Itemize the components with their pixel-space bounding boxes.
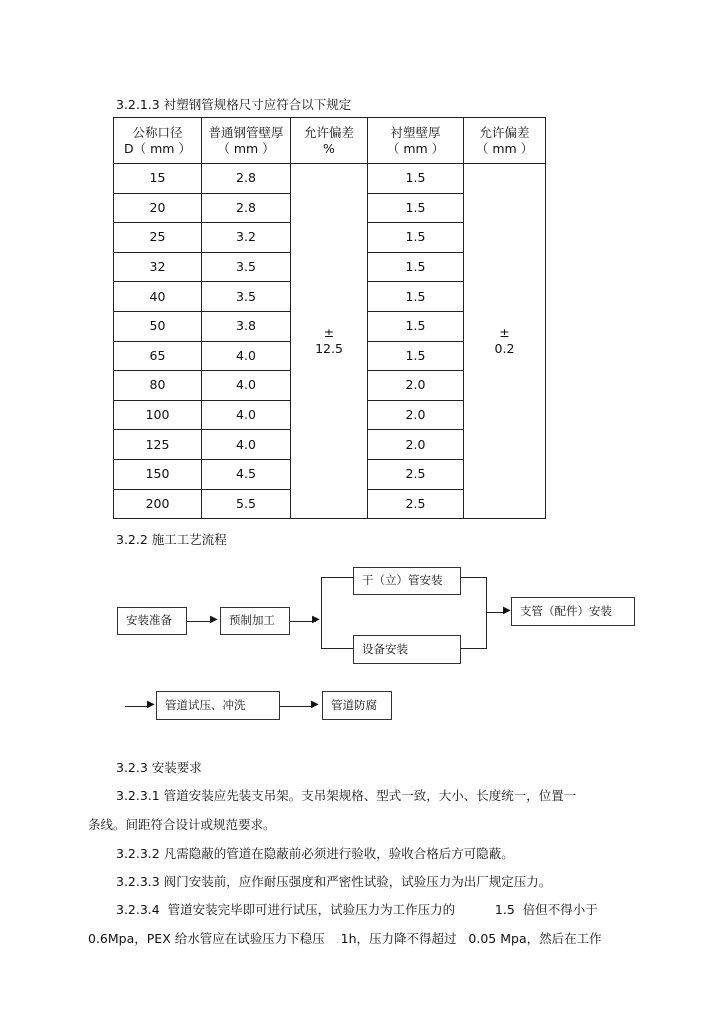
flow-branch-top <box>321 577 353 578</box>
cell-steel-wall: 4.0 <box>202 400 291 430</box>
cell-lining-wall: 2.5 <box>368 459 464 489</box>
header-text: 普通钢管壁厚 <box>208 124 284 140</box>
paragraph-3-2-3-4-line2: 0.6Mpa，PEX 给水管应在试验压力下稳压 1h，压力降不得超过 0.05 Mpa，然后在工作 <box>88 931 602 946</box>
header-unit: （ mm ） <box>386 140 445 156</box>
flow-branch-bottom <box>321 648 353 649</box>
cell-nominal-diameter: 80 <box>114 371 202 401</box>
flow-step-label: 管道防腐 <box>331 697 377 712</box>
header-lining-wall <box>368 118 464 164</box>
flow-step-label: 设备安装 <box>362 641 408 656</box>
cell-steel-wall: 3.5 <box>202 282 291 312</box>
flow-step-pressure-test <box>156 691 280 720</box>
header-steel-tolerance <box>291 118 368 164</box>
paragraph-3-2-3-1-line2: 条线。间距符合设计或规范要求。 <box>88 817 276 832</box>
cell-lining-wall: 2.5 <box>368 489 464 519</box>
cell-lining-tolerance <box>464 164 546 519</box>
cell-lining-wall: 1.5 <box>368 341 464 371</box>
header-steel-wall <box>202 118 291 164</box>
cell-lining-wall: 1.5 <box>368 193 464 223</box>
cell-steel-wall: 3.8 <box>202 311 291 341</box>
flow-branch-vertical <box>321 577 322 649</box>
header-unit: （ mm ） <box>217 140 275 156</box>
arrow-head-icon: ▶ <box>311 699 319 710</box>
header-unit: D（ mm ） <box>124 140 191 156</box>
paragraph-3-2-3-1-line1: 3.2.3.1 管道安装应先装支吊架。支吊架规格、型式一致，大小、长度统一，位置一 <box>116 788 577 803</box>
header-nominal-diameter <box>114 118 202 164</box>
flow-arrow-line <box>280 706 314 707</box>
flow-merge-bottom <box>461 648 487 649</box>
cell-lining-wall: 1.5 <box>368 164 464 194</box>
arrow-head-icon: ▶ <box>210 614 218 625</box>
header-text: 允许偏差 <box>303 124 354 140</box>
header-text: 允许偏差 <box>479 124 530 140</box>
cell-nominal-diameter: 150 <box>114 459 202 489</box>
section-3-2-1-3-title: 3.2.1.3 衬塑钢管规格尺寸应符合以下规定 <box>116 97 352 112</box>
cell-steel-wall: 4.0 <box>202 430 291 460</box>
flow-step-prep <box>117 607 187 635</box>
header-text: 衬塑壁厚 <box>390 124 441 140</box>
header-unit: （ mm ） <box>475 140 534 156</box>
tolerance-value: 12.5 <box>315 341 343 357</box>
header-text: 公称口径 <box>132 124 183 140</box>
paragraph-3-2-3-4-line1: 3.2.3.4 管道安装完毕即可进行试压，试验压力为工作压力的 1.5 倍但不得小于 <box>116 902 598 917</box>
section-3-2-2-title: 3.2.2 施工工艺流程 <box>116 532 227 547</box>
cell-nominal-diameter: 65 <box>114 341 202 371</box>
cell-nominal-diameter: 50 <box>114 311 202 341</box>
arrow-head-icon: ▶ <box>147 699 155 710</box>
cell-lining-wall: 2.0 <box>368 430 464 460</box>
paragraph-3-2-3-3: 3.2.3.3 阀门安装前，应作耐压强度和严密性试验，试验压力为出厂规定压力。 <box>116 874 552 889</box>
cell-steel-tolerance <box>291 164 368 519</box>
cell-nominal-diameter: 32 <box>114 252 202 282</box>
cell-steel-wall: 3.5 <box>202 252 291 282</box>
flow-step-prefab <box>220 607 290 635</box>
flow-step-branch <box>511 597 635 626</box>
flow-step-label: 支管（配件）安装 <box>520 603 612 618</box>
header-unit: % <box>323 140 335 156</box>
cell-nominal-diameter: 40 <box>114 282 202 312</box>
tolerance-value: 0.2 <box>494 341 515 357</box>
cell-steel-wall: 4.5 <box>202 459 291 489</box>
header-lining-tolerance <box>464 118 546 164</box>
table-row <box>114 164 546 194</box>
flow-step-riser <box>353 567 461 595</box>
cell-steel-wall: 3.2 <box>202 223 291 253</box>
cell-lining-wall: 1.5 <box>368 311 464 341</box>
flow-arrow-line <box>125 706 149 707</box>
cell-nominal-diameter: 25 <box>114 223 202 253</box>
cell-steel-wall: 2.8 <box>202 164 291 194</box>
cell-nominal-diameter: 100 <box>114 400 202 430</box>
flow-merge-vertical <box>486 577 487 649</box>
flow-step-label: 管道试压、冲洗 <box>165 697 246 712</box>
cell-nominal-diameter: 200 <box>114 489 202 519</box>
flow-step-label: 干（立）管安装 <box>362 573 443 588</box>
cell-steel-wall: 5.5 <box>202 489 291 519</box>
tolerance-sign: ± <box>499 325 510 341</box>
cell-nominal-diameter: 15 <box>114 164 202 194</box>
cell-lining-wall: 2.0 <box>368 400 464 430</box>
cell-steel-wall: 4.0 <box>202 371 291 401</box>
cell-lining-wall: 1.5 <box>368 252 464 282</box>
section-3-2-3-title: 3.2.3 安装要求 <box>116 760 202 775</box>
cell-lining-wall: 1.5 <box>368 282 464 312</box>
cell-steel-wall: 4.0 <box>202 341 291 371</box>
table-header-row <box>114 118 546 164</box>
pipe-spec-table <box>113 117 546 519</box>
flow-step-anticorrosion <box>322 691 392 720</box>
cell-nominal-diameter: 20 <box>114 193 202 223</box>
flow-step-equipment <box>353 635 461 664</box>
paragraph-3-2-3-2: 3.2.3.2 凡需隐蔽的管道在隐蔽前必须进行验收，验收合格后方可隐蔽。 <box>116 846 514 861</box>
flow-step-label: 安装准备 <box>126 613 172 628</box>
arrow-head-icon: ▶ <box>312 614 320 625</box>
flow-step-label: 预制加工 <box>229 613 275 628</box>
arrow-head-icon: ▶ <box>503 605 511 616</box>
cell-lining-wall: 2.0 <box>368 371 464 401</box>
tolerance-sign: ± <box>323 325 335 341</box>
flow-merge-top <box>461 577 487 578</box>
cell-steel-wall: 2.8 <box>202 193 291 223</box>
cell-lining-wall: 1.5 <box>368 223 464 253</box>
cell-nominal-diameter: 125 <box>114 430 202 460</box>
